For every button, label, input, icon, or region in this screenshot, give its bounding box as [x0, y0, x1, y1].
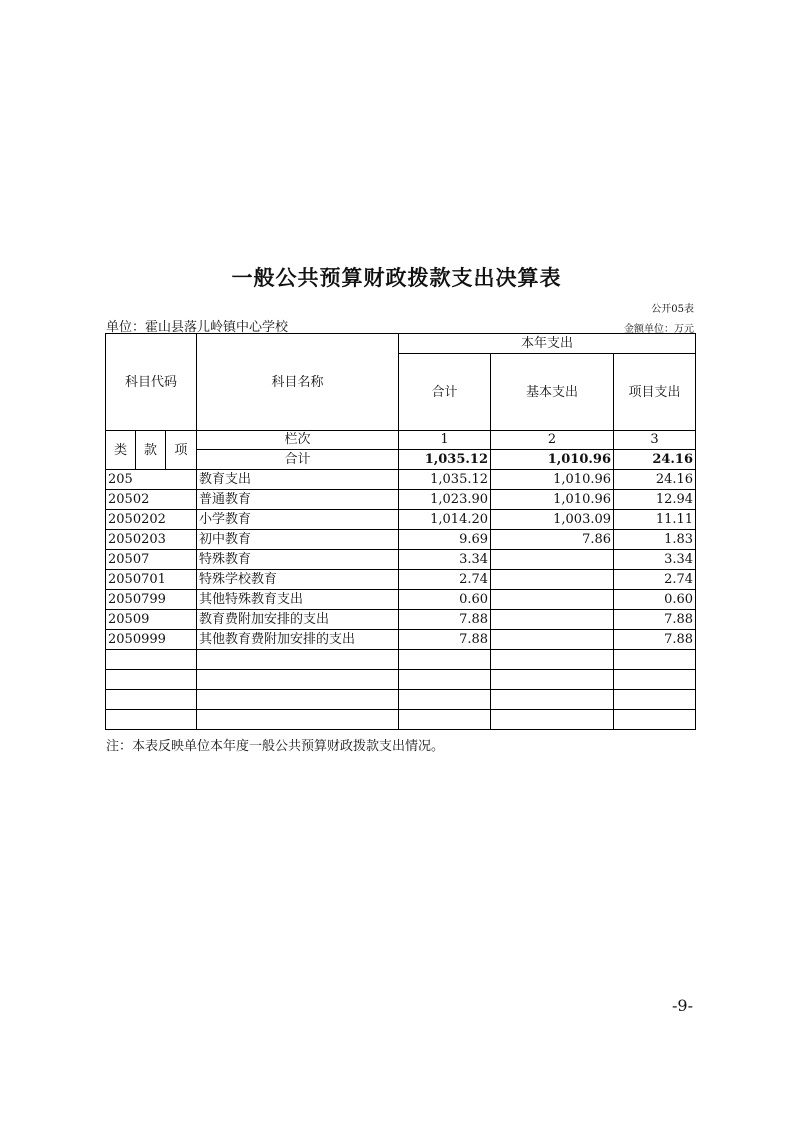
subject-code-cell: 2050202	[106, 510, 197, 530]
current-year-header: 本年支出	[399, 334, 696, 354]
empty-cell	[106, 650, 197, 670]
subject-code-cell: 20509	[106, 610, 197, 630]
sum-project: 24.16	[614, 450, 696, 470]
expenditure-table	[105, 333, 696, 730]
project-cell: 12.94	[614, 490, 696, 510]
empty-cell	[197, 650, 399, 670]
subject-name-cell: 其他特殊教育支出	[197, 590, 399, 610]
subject-name-cell: 小学教育	[197, 510, 399, 530]
table-note: 注：本表反映单位本年度一般公共预算财政拨款支出情况。	[106, 739, 445, 754]
subject-name-cell: 初中教育	[197, 530, 399, 550]
table-row	[106, 530, 696, 550]
subject-code-cell: 2050799	[106, 590, 197, 610]
lanci-header: 栏次	[197, 431, 399, 450]
basic-cell	[491, 550, 614, 570]
empty-row	[106, 710, 696, 730]
total-header: 合计	[399, 354, 491, 431]
lei-header: 类	[106, 431, 136, 470]
empty-cell	[399, 650, 491, 670]
empty-cell	[614, 710, 696, 730]
total-cell: 2.74	[399, 570, 491, 590]
project-cell: 1.83	[614, 530, 696, 550]
subject-code-header: 科目代码	[106, 334, 197, 431]
project-header: 项目支出	[614, 354, 696, 431]
subject-code-cell: 2050701	[106, 570, 197, 590]
subject-name-cell: 教育费附加安排的支出	[197, 610, 399, 630]
total-cell: 1,023.90	[399, 490, 491, 510]
empty-cell	[399, 690, 491, 710]
col2-index: 2	[491, 431, 614, 450]
empty-cell	[491, 650, 614, 670]
empty-cell	[197, 690, 399, 710]
table-row	[106, 490, 696, 510]
table-row	[106, 590, 696, 610]
basic-cell: 1,010.96	[491, 470, 614, 490]
subject-code-cell: 2050203	[106, 530, 197, 550]
basic-cell: 7.86	[491, 530, 614, 550]
empty-cell	[614, 650, 696, 670]
empty-cell	[197, 710, 399, 730]
kuan-header: 款	[136, 431, 166, 470]
total-cell: 1,035.12	[399, 470, 491, 490]
total-cell: 0.60	[399, 590, 491, 610]
subject-code-cell: 20507	[106, 550, 197, 570]
empty-cell	[399, 670, 491, 690]
empty-row	[106, 670, 696, 690]
project-cell: 7.88	[614, 610, 696, 630]
subject-name-cell: 普通教育	[197, 490, 399, 510]
subject-name-cell: 特殊教育	[197, 550, 399, 570]
subject-code-cell: 2050999	[106, 630, 197, 650]
empty-cell	[399, 710, 491, 730]
subject-code-cell: 205	[106, 470, 197, 490]
xiang-header: 项	[166, 431, 197, 470]
subject-name-cell: 特殊学校教育	[197, 570, 399, 590]
project-cell: 7.88	[614, 630, 696, 650]
subject-name-cell: 其他教育费附加安排的支出	[197, 630, 399, 650]
total-cell: 7.88	[399, 630, 491, 650]
empty-cell	[491, 670, 614, 690]
basic-cell	[491, 610, 614, 630]
table-row	[106, 610, 696, 630]
empty-cell	[614, 690, 696, 710]
subject-name-header: 科目名称	[197, 334, 399, 431]
empty-cell	[106, 710, 197, 730]
project-cell: 3.34	[614, 550, 696, 570]
table-row	[106, 470, 696, 490]
page-number: -9-	[672, 996, 693, 1015]
table-row	[106, 510, 696, 530]
empty-row	[106, 650, 696, 670]
page-title: 一般公共预算财政拨款支出决算表	[231, 265, 562, 290]
empty-cell	[491, 710, 614, 730]
empty-cell	[614, 670, 696, 690]
form-number: 公开05表	[651, 304, 694, 315]
basic-cell	[491, 570, 614, 590]
project-cell: 2.74	[614, 570, 696, 590]
empty-cell	[106, 690, 197, 710]
header-row-3	[106, 431, 696, 450]
empty-cell	[106, 670, 197, 690]
header-row-1	[106, 334, 696, 354]
table-row	[106, 550, 696, 570]
sum-label: 合计	[197, 450, 399, 470]
empty-cell	[197, 670, 399, 690]
subject-code-cell: 20502	[106, 490, 197, 510]
total-cell: 1,014.20	[399, 510, 491, 530]
project-cell: 0.60	[614, 590, 696, 610]
basic-header: 基本支出	[491, 354, 614, 431]
empty-row	[106, 690, 696, 710]
empty-cell	[491, 690, 614, 710]
basic-cell	[491, 590, 614, 610]
col3-index: 3	[614, 431, 696, 450]
basic-cell: 1,003.09	[491, 510, 614, 530]
basic-cell	[491, 630, 614, 650]
total-cell: 7.88	[399, 610, 491, 630]
sum-total: 1,035.12	[399, 450, 491, 470]
col1-index: 1	[399, 431, 491, 450]
subject-name-cell: 教育支出	[197, 470, 399, 490]
table-row	[106, 570, 696, 590]
sum-basic: 1,010.96	[491, 450, 614, 470]
table-row	[106, 630, 696, 650]
total-cell: 9.69	[399, 530, 491, 550]
project-cell: 24.16	[614, 470, 696, 490]
money-unit-label: 金额单位：万元	[624, 324, 694, 335]
unit-label: 单位：霍山县落儿岭镇中心学校	[106, 320, 289, 335]
project-cell: 11.11	[614, 510, 696, 530]
basic-cell: 1,010.96	[491, 490, 614, 510]
total-cell: 3.34	[399, 550, 491, 570]
